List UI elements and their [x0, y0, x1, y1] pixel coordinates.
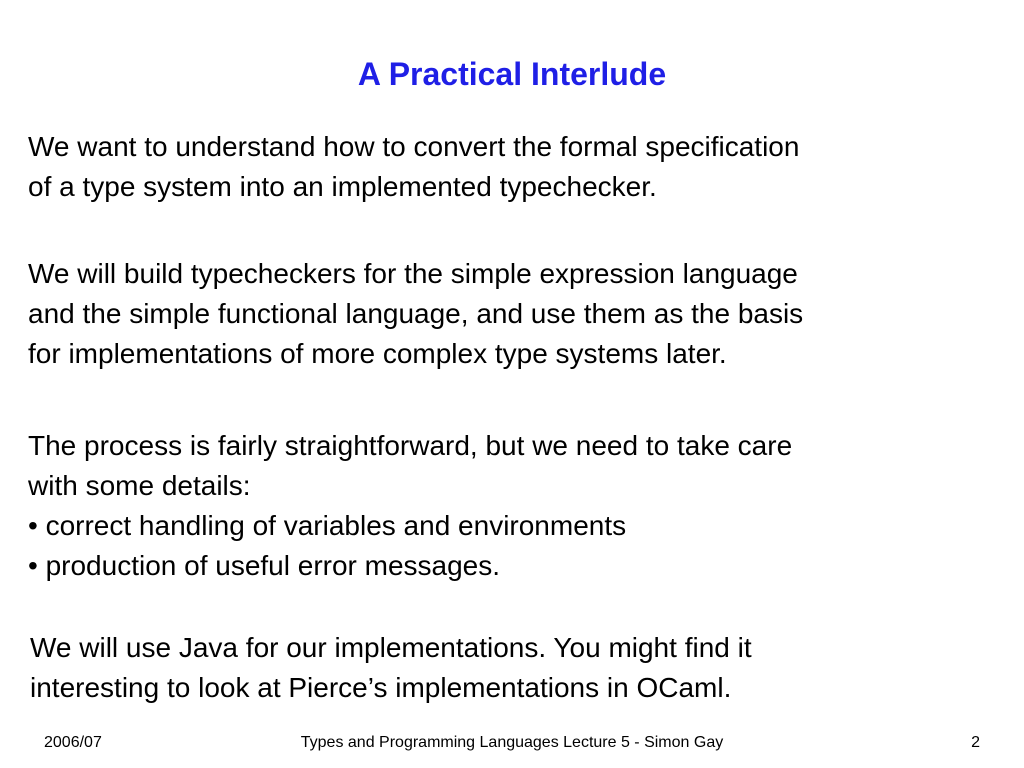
- footer-course-title: Types and Programming Languages Lecture 5 - Simon Gay: [300, 734, 724, 751]
- slide-title: A Practical Interlude: [357, 56, 667, 92]
- paragraph-process: [28, 426, 1008, 586]
- paragraph-goal: [28, 127, 1008, 207]
- paragraph-line: with some details:: [28, 470, 251, 501]
- paragraph-line: interesting to look at Pierce’s implementations in OCaml.: [30, 672, 732, 703]
- paragraph-line: The process is fairly straightforward, but we need to take care: [28, 430, 793, 461]
- paragraph-line: and the simple functional language, and use them as the basis: [28, 298, 804, 329]
- footer-date: 2006/07: [44, 734, 102, 751]
- paragraph-line: of a type system into an implemented typechecker.: [28, 171, 657, 202]
- paragraph-java: [30, 628, 1010, 708]
- footer-page-number: 2: [971, 734, 980, 751]
- paragraph-line: for implementations of more complex type systems later.: [28, 338, 727, 369]
- paragraph-line: We will use Java for our implementations. You might find it: [30, 632, 752, 663]
- bullet-item: • correct handling of variables and environments: [28, 510, 627, 541]
- paragraph-plan: [28, 254, 1008, 374]
- paragraph-line: We want to understand how to convert the formal specification: [28, 131, 800, 162]
- paragraph-line: We will build typecheckers for the simple expression language: [28, 258, 798, 289]
- bullet-item: • production of useful error messages.: [28, 550, 501, 581]
